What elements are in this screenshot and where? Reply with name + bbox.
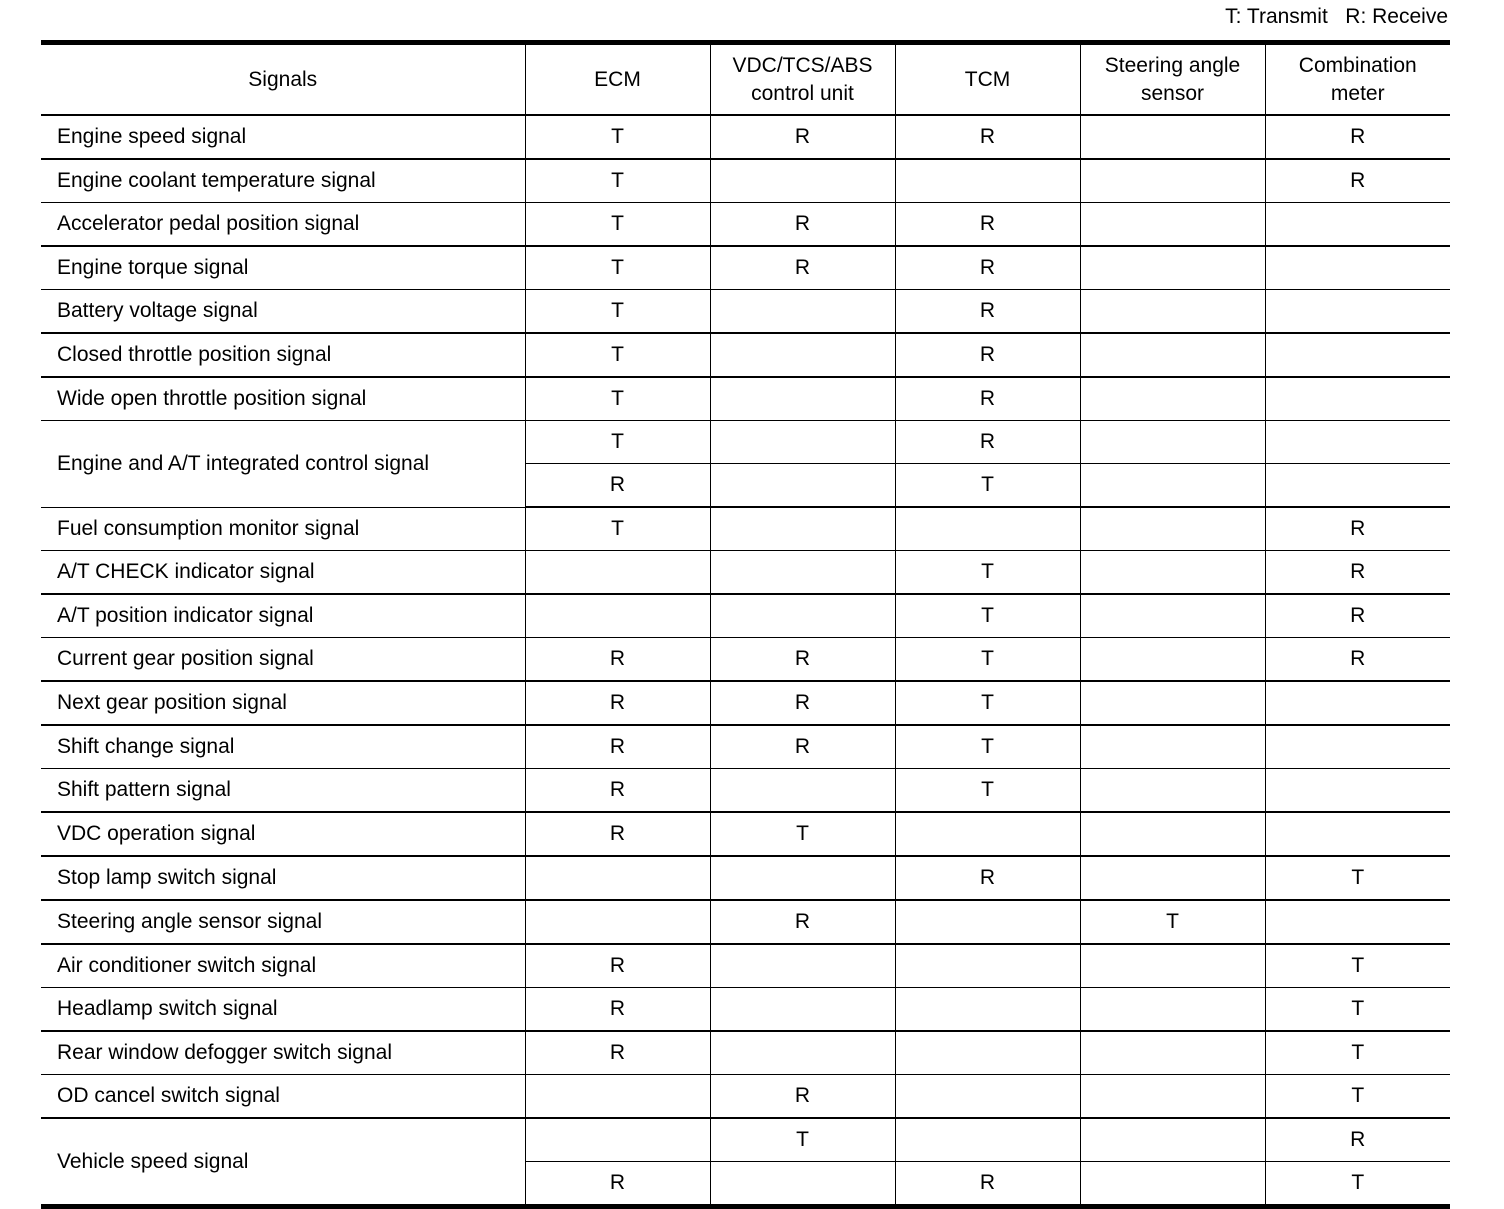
signal-name: OD cancel switch signal [41, 1075, 525, 1119]
signal-value [710, 377, 895, 421]
signal-value [1265, 421, 1450, 464]
signal-value [710, 464, 895, 508]
signal-name: Vehicle speed signal [41, 1118, 525, 1207]
signal-value: R [895, 377, 1080, 421]
header-row [41, 43, 1450, 116]
signal-value [710, 421, 895, 464]
signal-value [710, 1031, 895, 1075]
signal-value: T [895, 464, 1080, 508]
signal-value [710, 507, 895, 551]
signal-value: T [525, 333, 710, 377]
signal-value: T [895, 769, 1080, 813]
signal-name: Battery voltage signal [41, 290, 525, 334]
signal-value [1265, 377, 1450, 421]
signal-value [1080, 551, 1265, 595]
signal-value: R [710, 115, 895, 159]
signal-value [1080, 377, 1265, 421]
signal-value [1265, 203, 1450, 247]
signal-value: T [1265, 944, 1450, 988]
signal-name: Shift change signal [41, 725, 525, 769]
signal-value: T [895, 681, 1080, 725]
signal-value: R [525, 725, 710, 769]
signal-value [710, 159, 895, 203]
table-row [41, 900, 1450, 944]
signal-value: R [710, 725, 895, 769]
table-row [41, 246, 1450, 290]
signal-value [895, 900, 1080, 944]
table-row [41, 290, 1450, 334]
signal-value [525, 856, 710, 900]
signal-value: T [525, 421, 710, 464]
signal-value [1080, 638, 1265, 682]
signal-value [710, 944, 895, 988]
signal-value: R [525, 464, 710, 508]
header-column: Combination meter [1265, 43, 1450, 116]
signal-value [525, 594, 710, 638]
table-row [41, 1031, 1450, 1075]
header-column: TCM [895, 43, 1080, 116]
signal-value [1080, 812, 1265, 856]
signal-value [1080, 681, 1265, 725]
signal-name: Closed throttle position signal [41, 333, 525, 377]
signal-value: R [1265, 1118, 1450, 1162]
signal-value [895, 1118, 1080, 1162]
signal-name: Engine speed signal [41, 115, 525, 159]
signal-value [1265, 246, 1450, 290]
signal-value [1080, 1031, 1265, 1075]
signal-value: R [895, 246, 1080, 290]
signal-value [710, 594, 895, 638]
signal-name: Wide open throttle position signal [41, 377, 525, 421]
signal-value: R [895, 333, 1080, 377]
signal-name: Stop lamp switch signal [41, 856, 525, 900]
table-body [41, 115, 1450, 1207]
signal-value [1080, 988, 1265, 1032]
table-row [41, 812, 1450, 856]
header-signals: Signals [41, 43, 525, 116]
signal-value [1080, 1118, 1265, 1162]
table-row [41, 1075, 1450, 1119]
signal-value [1080, 944, 1265, 988]
signal-value [1265, 681, 1450, 725]
signal-value [525, 900, 710, 944]
signal-value: R [710, 900, 895, 944]
signal-value: R [525, 944, 710, 988]
signal-name: A/T position indicator signal [41, 594, 525, 638]
signal-value: R [525, 988, 710, 1032]
signal-value [1080, 507, 1265, 551]
signal-value [710, 333, 895, 377]
table-row [41, 203, 1450, 247]
signal-value [895, 159, 1080, 203]
signal-name: Steering angle sensor signal [41, 900, 525, 944]
signal-value: T [525, 246, 710, 290]
signal-value: R [895, 290, 1080, 334]
table-row [41, 944, 1450, 988]
signal-value [1265, 725, 1450, 769]
signal-name: Current gear position signal [41, 638, 525, 682]
table-row [41, 421, 1450, 464]
table-row [41, 507, 1450, 551]
signal-name: Engine coolant temperature signal [41, 159, 525, 203]
signal-name: Next gear position signal [41, 681, 525, 725]
signal-value [1080, 203, 1265, 247]
signal-value: R [525, 812, 710, 856]
signal-value [1265, 464, 1450, 508]
signal-value [1080, 769, 1265, 813]
signal-name: Air conditioner switch signal [41, 944, 525, 988]
header-column: Steering angle sensor [1080, 43, 1265, 116]
table-row [41, 638, 1450, 682]
signal-value: T [1265, 1075, 1450, 1119]
signal-value: T [710, 1118, 895, 1162]
signal-value [1080, 594, 1265, 638]
signal-value [1080, 290, 1265, 334]
signal-value: R [1265, 551, 1450, 595]
signal-value: R [710, 638, 895, 682]
signal-value: T [525, 115, 710, 159]
table-row [41, 594, 1450, 638]
signal-name: A/T CHECK indicator signal [41, 551, 525, 595]
signal-value [1080, 115, 1265, 159]
signal-value: R [525, 769, 710, 813]
table-row [41, 988, 1450, 1032]
table-row [41, 769, 1450, 813]
signal-value: R [895, 1162, 1080, 1207]
signal-value: R [895, 421, 1080, 464]
signal-value: T [1265, 1031, 1450, 1075]
signal-value: T [525, 377, 710, 421]
signal-value: T [1265, 988, 1450, 1032]
signal-value [1265, 769, 1450, 813]
signal-value: T [1265, 856, 1450, 900]
table-row [41, 115, 1450, 159]
signal-value [1080, 159, 1265, 203]
signal-value [710, 769, 895, 813]
signal-value: R [1265, 638, 1450, 682]
table-row [41, 159, 1450, 203]
table-row [41, 856, 1450, 900]
signal-value [895, 1075, 1080, 1119]
signal-value: R [895, 856, 1080, 900]
signal-value [1080, 1162, 1265, 1207]
signal-value [1080, 333, 1265, 377]
table-row [41, 1118, 1450, 1162]
signal-name: Accelerator pedal position signal [41, 203, 525, 247]
signal-value: T [1080, 900, 1265, 944]
signal-value [1080, 725, 1265, 769]
signal-value: R [1265, 159, 1450, 203]
signal-value: R [895, 115, 1080, 159]
signal-value [1265, 900, 1450, 944]
signal-value: R [710, 246, 895, 290]
signal-name: Engine torque signal [41, 246, 525, 290]
table-row [41, 681, 1450, 725]
signal-value: T [525, 507, 710, 551]
table-row [41, 333, 1450, 377]
signal-value: R [1265, 507, 1450, 551]
signal-value [1265, 333, 1450, 377]
signal-value [710, 988, 895, 1032]
header-column: ECM [525, 43, 710, 116]
signal-value: R [525, 638, 710, 682]
signal-value [895, 988, 1080, 1032]
signal-value [1265, 290, 1450, 334]
signal-value [895, 944, 1080, 988]
signal-value: T [895, 725, 1080, 769]
signal-value [1265, 812, 1450, 856]
signal-value: T [895, 594, 1080, 638]
signal-value: T [895, 551, 1080, 595]
signal-value: R [710, 1075, 895, 1119]
table-row [41, 725, 1450, 769]
signal-value [1080, 421, 1265, 464]
signal-name: Rear window defogger switch signal [41, 1031, 525, 1075]
signal-value: R [525, 681, 710, 725]
signal-value [1080, 246, 1265, 290]
table-row [41, 377, 1450, 421]
header-column: VDC/TCS/ABS control unit [710, 43, 895, 116]
signal-value [895, 507, 1080, 551]
signal-value [895, 812, 1080, 856]
signal-value [895, 1031, 1080, 1075]
signal-value [1080, 464, 1265, 508]
signal-value: T [895, 638, 1080, 682]
signal-value: T [710, 812, 895, 856]
signal-name: VDC operation signal [41, 812, 525, 856]
signal-name: Shift pattern signal [41, 769, 525, 813]
signal-value: T [1351, 1171, 1365, 1194]
signal-name: Headlamp switch signal [41, 988, 525, 1032]
signal-value: R [1265, 115, 1450, 159]
signal-value: R [525, 1031, 710, 1075]
signal-value: R [710, 681, 895, 725]
signal-value [1080, 1075, 1265, 1119]
signal-name: Fuel consumption monitor signal [41, 507, 525, 551]
legend: T: Transmit R: Receive [1225, 5, 1448, 28]
signal-value [710, 551, 895, 595]
signal-value [710, 1162, 895, 1207]
signal-value [525, 551, 710, 595]
signal-value [710, 856, 895, 900]
signal-value [1080, 856, 1265, 900]
signal-value: T [525, 290, 710, 334]
signal-value [710, 290, 895, 334]
signal-value: T [525, 159, 710, 203]
signal-value [525, 1118, 710, 1162]
signal-value: R [525, 1162, 710, 1207]
signal-table [41, 40, 1450, 1209]
signal-value: R [1265, 594, 1450, 638]
table-row [41, 551, 1450, 595]
signal-value: R [895, 203, 1080, 247]
signal-value: R [710, 203, 895, 247]
signal-name: Engine and A/T integrated control signal [41, 421, 525, 508]
signal-value: T [525, 203, 710, 247]
signal-value [525, 1075, 710, 1119]
